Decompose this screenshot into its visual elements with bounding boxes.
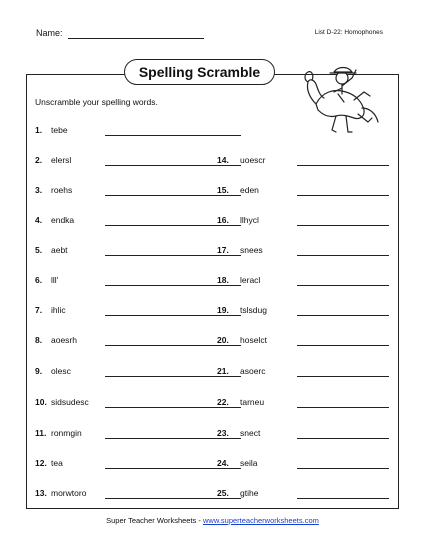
answer-line[interactable] bbox=[297, 407, 389, 408]
item-number: 12. bbox=[35, 458, 47, 468]
scrambled-word: llhycl bbox=[240, 215, 259, 225]
scrambled-word: sidsudesc bbox=[51, 397, 89, 407]
answer-line[interactable] bbox=[297, 315, 389, 316]
item-number: 22. bbox=[217, 397, 229, 407]
footer-link[interactable]: www.superteacherworksheets.com bbox=[202, 516, 319, 525]
scrambled-word: olesc bbox=[51, 366, 71, 376]
item-number: 11. bbox=[35, 428, 47, 438]
item-number: 4. bbox=[35, 215, 43, 225]
scrambled-word: hoselct bbox=[240, 335, 267, 345]
answer-line[interactable] bbox=[105, 468, 241, 469]
answer-line[interactable] bbox=[105, 165, 241, 166]
item-number: 21. bbox=[217, 366, 229, 376]
scrambled-word: seila bbox=[240, 458, 258, 468]
item-number: 13. bbox=[35, 488, 47, 498]
item-number: 1. bbox=[35, 125, 43, 135]
list-label: List D-22: Homophones bbox=[314, 29, 383, 36]
answer-line[interactable] bbox=[297, 498, 389, 499]
worksheet-frame bbox=[26, 74, 399, 509]
item-number: 18. bbox=[217, 275, 229, 285]
answer-line[interactable] bbox=[105, 285, 241, 286]
scrambled-word: aoesrh bbox=[51, 335, 77, 345]
answer-line[interactable] bbox=[105, 195, 241, 196]
item-number: 20. bbox=[217, 335, 229, 345]
scrambled-word: leracl bbox=[240, 275, 261, 285]
answer-line[interactable] bbox=[105, 225, 241, 226]
scrambled-word: gtihe bbox=[240, 488, 259, 498]
answer-line[interactable] bbox=[105, 315, 241, 316]
answer-line[interactable] bbox=[105, 438, 241, 439]
scrambled-word: uoescr bbox=[240, 155, 266, 165]
scrambled-word: tarneu bbox=[240, 397, 265, 407]
answer-line[interactable] bbox=[297, 376, 389, 377]
item-number: 17. bbox=[217, 245, 229, 255]
name-label: Name: bbox=[36, 28, 63, 38]
worksheet-title: Spelling Scramble bbox=[124, 59, 275, 85]
answer-line[interactable] bbox=[105, 498, 241, 499]
item-number: 19. bbox=[217, 305, 229, 315]
scrambled-word: snees bbox=[240, 245, 263, 255]
item-number: 24. bbox=[217, 458, 229, 468]
item-number: 7. bbox=[35, 305, 43, 315]
answer-line[interactable] bbox=[105, 255, 241, 256]
scrambled-word: morwtoro bbox=[51, 488, 87, 498]
item-number: 23. bbox=[217, 428, 229, 438]
scrambled-word: tebe bbox=[51, 125, 68, 135]
scrambled-word: tea bbox=[51, 458, 63, 468]
answer-line[interactable] bbox=[297, 438, 389, 439]
scrambled-word: ihlic bbox=[51, 305, 66, 315]
footer bbox=[0, 516, 425, 525]
name-field[interactable] bbox=[68, 38, 204, 39]
item-number: 16. bbox=[217, 215, 229, 225]
answer-line[interactable] bbox=[105, 135, 241, 136]
scrambled-word: asoerc bbox=[240, 366, 266, 376]
answer-line[interactable] bbox=[105, 376, 241, 377]
item-number: 3. bbox=[35, 185, 43, 195]
answer-line[interactable] bbox=[297, 285, 389, 286]
answer-line[interactable] bbox=[105, 345, 241, 346]
item-number: 8. bbox=[35, 335, 43, 345]
scrambled-word: eden bbox=[240, 185, 259, 195]
scrambled-word: lll' bbox=[51, 275, 59, 285]
scrambled-word: tslsdug bbox=[240, 305, 267, 315]
item-number: 5. bbox=[35, 245, 43, 255]
item-number: 10. bbox=[35, 397, 47, 407]
scrambled-word: aebt bbox=[51, 245, 68, 255]
footer-text: Super Teacher Worksheets - bbox=[106, 516, 203, 525]
item-number: 14. bbox=[217, 155, 229, 165]
scrambled-word: roehs bbox=[51, 185, 73, 195]
item-number: 15. bbox=[217, 185, 229, 195]
scrambled-word: elersl bbox=[51, 155, 72, 165]
item-number: 6. bbox=[35, 275, 43, 285]
answer-line[interactable] bbox=[297, 468, 389, 469]
answer-line[interactable] bbox=[297, 255, 389, 256]
scrambled-word: endka bbox=[51, 215, 75, 225]
scrambled-word: ronmgin bbox=[51, 428, 82, 438]
scrambled-word: snect bbox=[240, 428, 261, 438]
answer-line[interactable] bbox=[297, 165, 389, 166]
item-number: 2. bbox=[35, 155, 43, 165]
answer-line[interactable] bbox=[105, 407, 241, 408]
answer-line[interactable] bbox=[297, 225, 389, 226]
answer-line[interactable] bbox=[297, 345, 389, 346]
item-number: 9. bbox=[35, 366, 43, 376]
item-number: 25. bbox=[217, 488, 229, 498]
instructions: Unscramble your spelling words. bbox=[35, 97, 158, 107]
cowboy-horse-illustration bbox=[298, 52, 384, 138]
answer-line[interactable] bbox=[297, 195, 389, 196]
